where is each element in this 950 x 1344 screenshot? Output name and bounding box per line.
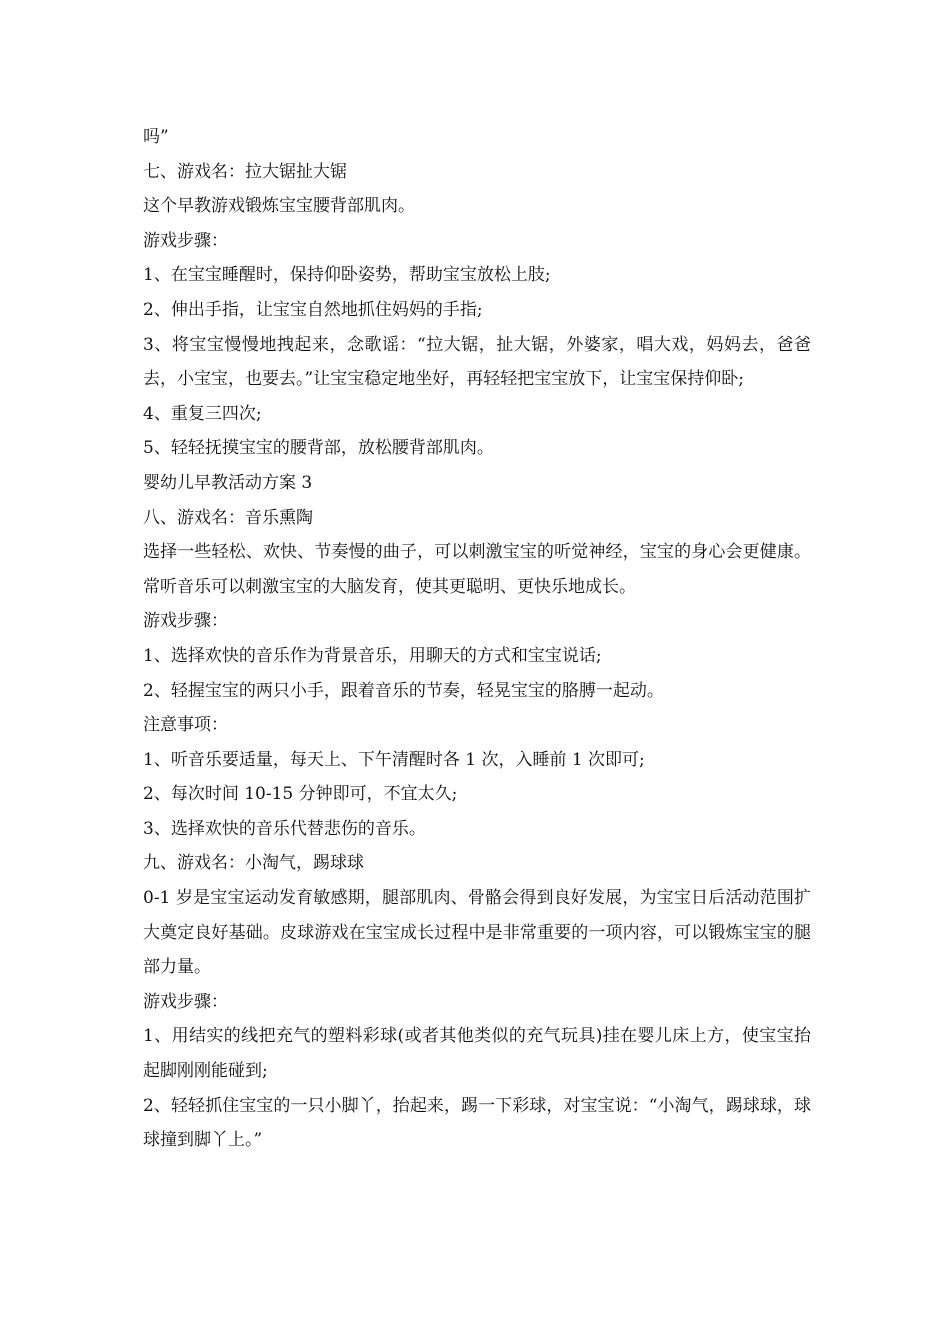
game-7-step-3: 3、将宝宝慢慢地拽起来，念歌谣：“拉大锯，扯大锯，外婆家，唱大戏，妈妈去，爸爸去，小宝宝，也要去。”让宝宝稳定地坐好，再轻轻把宝宝放下，让宝宝保持仰卧;	[143, 334, 811, 390]
game-7-step-5: 5、轻轻抚摸宝宝的腰背部，放松腰背部肌肉。	[143, 438, 494, 459]
section-title-plan-3: 婴幼儿早教活动方案 3	[143, 472, 313, 493]
game-8-description: 选择一些轻松、欢快、节奏慢的曲子，可以刺激宝宝的听觉神经，宝宝的身心会更健康。常听音乐可以刺激宝宝的大脑发育，使其更聪明、更快乐地成长。	[143, 542, 811, 597]
game-7-heading: 七、游戏名：拉大锯扯大锯	[143, 161, 347, 182]
game-9-step-2: 2、轻轻抓住宝宝的一只小脚丫，抬起来，踢一下彩球，对宝宝说：“小淘气，踢球球，球球撞到脚丫上。”	[143, 1095, 811, 1151]
game-7-step-2: 2、伸出手指，让宝宝自然地抓住妈妈的手指;	[143, 299, 483, 320]
game-7-description: 这个早教游戏锻炼宝宝腰背部肌肉。	[143, 196, 415, 217]
game-8-step-1: 1、选择欢快的音乐作为背景音乐，用聊天的方式和宝宝说话;	[143, 645, 602, 666]
game-8-note-1: 1、听音乐要适量，每天上、下午清醒时各 1 次，入睡前 1 次即可;	[143, 749, 645, 770]
game-8-heading: 八、游戏名：音乐熏陶	[143, 507, 313, 528]
game-9-description: 0-1 岁是宝宝运动发育敏感期，腿部肌肉、骨骼会得到良好发展，为宝宝日后活动范围扩大奠定良好基础。皮球游戏在宝宝成长过程中是非常重要的一项内容，可以锻炼宝宝的腿部力量。	[143, 888, 811, 978]
game-7-steps-label: 游戏步骤：	[143, 230, 228, 251]
game-8-steps-label: 游戏步骤：	[143, 611, 228, 632]
document-body	[143, 120, 811, 1158]
game-9-heading: 九、游戏名：小淘气，踢球球	[143, 853, 364, 874]
game-9-step-1: 1、用结实的线把充气的塑料彩球(或者其他类似的充气玩具)挂在婴儿床上方，使宝宝抬起脚刚刚能碰到;	[143, 1026, 811, 1082]
game-8-note-2: 2、每次时间 10-15 分钟即可，不宜太久;	[143, 784, 458, 805]
game-7-step-4: 4、重复三四次;	[143, 403, 262, 424]
game-8-notes-label: 注意事项：	[143, 715, 228, 736]
game-9-steps-label: 游戏步骤：	[143, 991, 228, 1012]
paragraph-continuation: 吗”	[143, 127, 169, 147]
game-8-note-3: 3、选择欢快的音乐代替悲伤的音乐。	[143, 818, 426, 839]
game-7-step-1: 1、在宝宝睡醒时，保持仰卧姿势，帮助宝宝放松上肢;	[143, 265, 551, 286]
game-8-step-2: 2、轻握宝宝的两只小手，跟着音乐的节奏，轻晃宝宝的胳膊一起动。	[143, 680, 664, 701]
